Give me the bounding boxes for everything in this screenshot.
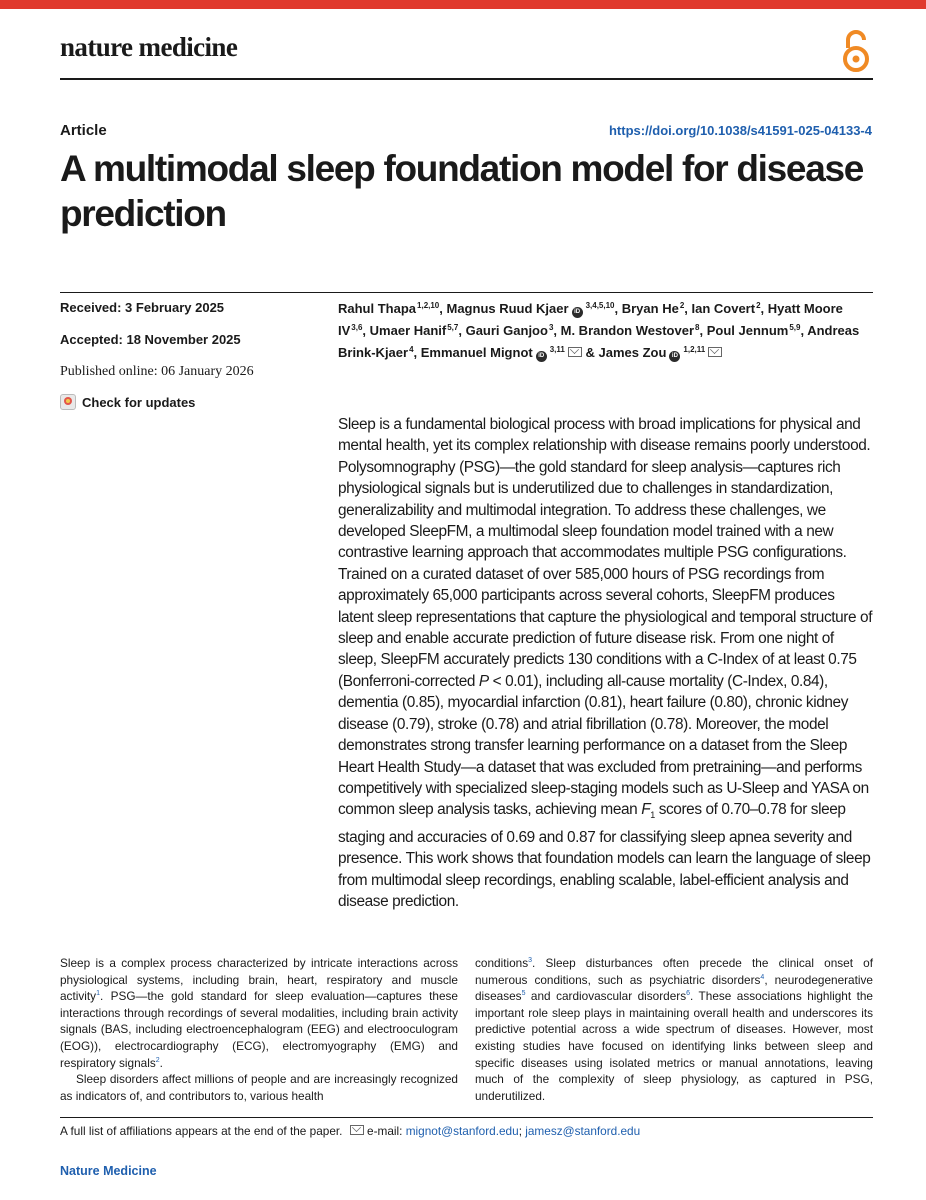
- author-affiliation: 2: [679, 301, 685, 310]
- body-text: . These associations highlight the important role sleep plays in maintaining overall health and underscores its predictive potential across a wide spectrum of diseases. However, most existing studies have focused on identifying links between sleep and specific diseases using isolated metrics or manual annotations, leaving much of the complexity of sleep physiology, as captured in PSG, underutilized.: [475, 989, 873, 1103]
- author-name[interactable]: M. Brandon Westover: [560, 323, 695, 338]
- email-separator: ;: [518, 1124, 522, 1138]
- body-text: . Sleep disturbances often precede the clinical onset of numerous conditions, such as psychiatric disorders: [475, 956, 873, 987]
- email-link-mignot[interactable]: mignot@stanford.edu: [405, 1124, 519, 1138]
- header-rule: [60, 78, 873, 80]
- email-link-zou[interactable]: jamesz@stanford.edu: [525, 1124, 641, 1138]
- title-rule: [60, 292, 873, 293]
- body-column-left: [60, 955, 458, 1104]
- abstract-subscript: 1: [650, 810, 655, 821]
- author-affiliation: 3,11: [549, 345, 565, 354]
- abstract-italic-p: P: [478, 672, 489, 690]
- abstract-text: scores of 0.70–0.78 for sleep staging and accuracies of 0.69 and 0.87 for classifying sleep apnea severity and presence. This work shows that foundation models can learn the language of sleep from multimodal sleep recordings, enabling scalable, label-efficient analysis and disease prediction.: [338, 801, 871, 911]
- footnote-rule: [60, 1117, 873, 1118]
- author-name[interactable]: Gauri Ganjoo: [465, 323, 548, 338]
- author-affiliation: 3,6: [351, 323, 363, 332]
- body-paragraph: [60, 955, 458, 1071]
- orcid-icon[interactable]: iD: [572, 307, 583, 318]
- author-name[interactable]: James Zou: [598, 345, 667, 360]
- reference-link[interactable]: 6: [686, 990, 691, 998]
- reference-link[interactable]: 4: [760, 973, 765, 981]
- journal-logo[interactable]: nature medicine: [60, 32, 238, 62]
- author-name[interactable]: Bryan He: [621, 301, 679, 316]
- author-affiliation: 4: [409, 345, 414, 354]
- check-for-updates-label: Check for updates: [82, 394, 196, 410]
- email-icon[interactable]: [568, 347, 582, 357]
- body-text: .: [159, 1055, 163, 1070]
- abstract-text: Sleep is a fundamental biological process with broad implications for physical and mental health, yet its complex relationship with disease remains poorly understood. Polysomnography (PSG)—the gold standard for sleep analysis—captures rich physiological signals but is underutilized due to challenges in standardization, generalizability and multimodal integration. To address these challenges, we developed SleepFM, a multimodal sleep foundation model trained with a new contrastive learning approach that accommodates multiple PSG configurations. Trained on a curated dataset of over 585,000 hours of PSG recordings from approximately 65,000 participants across several cohorts, SleepFM produces latent sleep representations that capture the physiological and temporal structure of sleep and enable accurate prediction of future disease risk. From one night of sleep, SleepFM accurately predicts 130 conditions with a C-Index of at least 0.75 (Bonferroni-corrected: [338, 416, 873, 690]
- affiliation-text: A full list of affiliations appears at the end of the paper.: [60, 1124, 343, 1138]
- body-text: Sleep is a complex process characterized by intricate interactions across physiological systems, including brain, heart, respiratory and muscle activity: [60, 956, 458, 1004]
- author-name[interactable]: Ian Covert: [691, 301, 756, 316]
- abstract-text: < 0.01), including all-cause mortality (C-Index, 0.84), dementia (0.85), myocardial infarction (0.81), heart failure (0.80), chronic kidney disease (0.79), stroke (0.78) and atrial fibrillation (0.78). Moreover, the model demonstrates strong transfer learning performance on a dataset from the Sleep Heart Health Study—a dataset that was excluded from pretraining—and performs competitively with specialized sleep-staging models such as U-Sleep and YASA on common sleep analysis tasks, achieving mean: [338, 672, 869, 819]
- abstract: [338, 414, 873, 912]
- open-access-lock-icon: [840, 28, 872, 74]
- top-accent-bar: [0, 0, 926, 9]
- accepted-date: Accepted: 18 November 2025: [60, 332, 241, 347]
- author-affiliation: 2: [756, 301, 761, 310]
- email-icon[interactable]: [708, 347, 722, 357]
- orcid-icon[interactable]: iD: [669, 351, 680, 362]
- author-affiliation: 8: [695, 323, 700, 332]
- body-text: conditions: [475, 956, 529, 970]
- body-text: . PSG—the gold standard for sleep evaluation—captures these interactions through recordings of several modalities, including brain activity signals (BAS, including electroencephalogram (EEG) and electrooculogram (EOG)), electrocardiography (ECG), electromyography (EMG) and respiratory signals: [60, 989, 458, 1070]
- article-type: Article: [60, 122, 107, 139]
- reference-link[interactable]: 2: [155, 1056, 160, 1064]
- author-affiliation: 1,2,10: [417, 301, 440, 310]
- author-affiliation: 5,9: [789, 323, 801, 332]
- article-title: A multimodal sleep foundation model for disease prediction: [60, 148, 864, 234]
- author-name[interactable]: Umaer Hanif: [369, 323, 447, 338]
- body-text: Sleep disorders affect millions of people and are increasingly recognized as indicators of, and contributors to, various health: [60, 1072, 458, 1103]
- author-name[interactable]: Hyatt Moore IV: [338, 301, 843, 338]
- check-for-updates-icon: [60, 394, 76, 410]
- body-column-right: [475, 955, 873, 1104]
- email-icon: [350, 1125, 364, 1135]
- author-affiliation: 3,4,5,10: [585, 301, 615, 310]
- affiliation-note: [60, 1124, 640, 1138]
- author-list: Rahul Thapa$^{1,2,10}$, Magnus Ruud Kjaer iD$^{3,4,5,10}$, Bryan He$^2$, Ian Covert$^2$, Hyatt Moore IV$^{3,6}$, Umaer Hanif$^{5,7}$, Gauri Ganjoo$^3$, M. Brandon Westover$^8$, Poul Jennum$^{5,9}$, Andreas Brink-Kjaer$^4$, Emmanuel Mignot iD$^{3,11}$ & James Zou iD$^{1,2,11}$: [338, 301, 860, 360]
- body-paragraph: [60, 1071, 458, 1104]
- author-affiliation: 5,7: [447, 323, 459, 332]
- author-name[interactable]: Poul Jennum: [706, 323, 789, 338]
- author-name[interactable]: Emmanuel Mignot: [420, 345, 533, 360]
- author-name[interactable]: Rahul Thapa: [338, 301, 417, 316]
- email-label: e-mail:: [367, 1124, 403, 1138]
- footer-journal[interactable]: Nature Medicine: [60, 1164, 157, 1178]
- abstract-italic-f: F: [641, 801, 651, 819]
- body-paragraph: [475, 955, 873, 1104]
- dates-block: [60, 300, 290, 396]
- author-affiliation: 3: [548, 323, 554, 332]
- author-name[interactable]: Magnus Ruud Kjaer: [446, 301, 569, 316]
- body-text: and cardiovascular disorders: [525, 989, 687, 1004]
- body-text: , neurodegenerative diseases: [475, 972, 873, 1004]
- doi-link[interactable]: https://doi.org/10.1038/s41591-025-04133-4: [608, 123, 872, 138]
- reference-link[interactable]: 3: [528, 957, 533, 965]
- published-date: Published online: 06 January 2026: [60, 364, 254, 379]
- author-name[interactable]: Andreas Brink-Kjaer: [338, 323, 860, 360]
- author-affiliation: 1,2,11: [683, 345, 706, 354]
- reference-link[interactable]: 1: [96, 990, 100, 998]
- orcid-icon[interactable]: iD: [536, 351, 547, 362]
- received-date: Received: 3 February 2025: [60, 300, 225, 315]
- check-for-updates-button[interactable]: [60, 394, 195, 410]
- reference-link[interactable]: 5: [521, 990, 526, 998]
